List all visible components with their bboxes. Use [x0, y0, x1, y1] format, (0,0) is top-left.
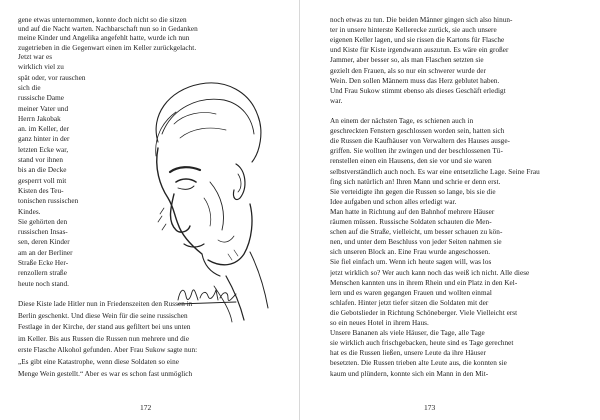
- text-line: an. im Keller, der: [18, 125, 70, 134]
- text-line: zugetrieben in die Gegenwart einen im Keller zurückgelacht.: [18, 43, 197, 52]
- jaw-stroke: [208, 204, 252, 265]
- text-line: wirklich viel zu: [18, 63, 64, 72]
- portrait-sketch: [118, 64, 278, 324]
- text-line: ganz hinter in der: [18, 135, 70, 144]
- text-line: so ein neues Hotel in ihrem Haus.: [330, 319, 429, 327]
- page-number-left: 172: [140, 403, 152, 412]
- brow-stroke: [170, 167, 200, 172]
- text-line: meiner Vater und: [18, 104, 69, 113]
- eye-stroke: [176, 179, 196, 182]
- text-line: und Kiste für Kiste irgendwann auszutun. Es wäre ein großer: [330, 46, 509, 55]
- mouth-stroke: [184, 244, 204, 247]
- ear-stroke: [238, 174, 241, 192]
- eye-stroke: [178, 186, 194, 189]
- text-line: russische Dame: [18, 94, 65, 103]
- text-line: Und Frau Sukow stimmt ebenso als dieses Geschäft erledigt: [330, 86, 506, 95]
- text-line: spät oder, vor rauschen: [18, 73, 86, 82]
- text-line: gezielt den Frauen, als so nur ein schwerer wurde der: [330, 66, 486, 75]
- text-line: renzollern straße: [18, 269, 67, 278]
- text-line: war.: [330, 96, 343, 105]
- text-line: am an der Berliner: [18, 248, 73, 257]
- text-line: Jammer, aber besser so, als man Flaschen setzten sie: [330, 56, 484, 65]
- text-line: Sie verteidigte ihn gegen die Russen so lange, bis sie die: [330, 187, 496, 196]
- shade-stroke: [158, 208, 166, 230]
- text-line: Diese Kiste lade Hitler nun in Friedenszeiten den Russen in: [18, 300, 193, 308]
- text-line: bis an die Decke: [18, 166, 67, 175]
- text-line: Sie fiel einfach um. Wenn ich heute sagen will, was los: [330, 258, 492, 267]
- hair-stroke: [180, 128, 226, 138]
- text-line: Jetzt war es: [18, 53, 53, 61]
- text-line: räumen müssen. Russische Soldaten schauten die Men-: [330, 218, 492, 226]
- text-line: Festlage in der Kirche, der stand aus gefiltert bei uns unten: [18, 323, 191, 332]
- text-line: Man hatte in Richtung auf den Bahnhof mehrere Häuser: [330, 207, 495, 216]
- neck-stroke: [226, 276, 244, 320]
- text-line: gene etwas unternommen, konnte doch nicht so die sitzen: [18, 16, 187, 24]
- hair-stroke: [156, 112, 176, 156]
- nose-stroke: [171, 194, 191, 232]
- text-line: jetzt wirklich so? Wer auch kann noch das weiß ich nicht. Alle diese: [330, 268, 530, 277]
- cheek-stroke: [210, 182, 224, 230]
- text-line: meine Kinder und Angelika angefehlt hatte, wurde ich nun: [18, 34, 190, 43]
- text-line: Unsere Bananen als viele Häuser, die Tage, alle Tage: [330, 329, 485, 338]
- text-line: hat es die Russen ließen, unsere Leute da ihre Häuser: [330, 349, 486, 358]
- text-line: selbstverständlich auch noch. Es war eine entsetzliche Lage. Seine Frau: [330, 167, 540, 176]
- text-line: geschreckten Fenstern geschlossen worden sein, hatten sich: [330, 127, 505, 136]
- text-line: nen, und unter dem Beschluss von jeder Seiten nahmen sie: [330, 238, 502, 247]
- text-line: Sie gehörten den: [18, 217, 68, 226]
- text-line: sie wirklich auch frischgebacken, heute sind es Tage gerechnet: [330, 339, 514, 348]
- text-line: Kisten des Teu-: [18, 186, 64, 195]
- text-line: stand vor ihnen: [18, 156, 64, 164]
- text-line: Idee aufgaben und schon alles erledigt war.: [330, 197, 457, 206]
- text-line: „Es gibt eine Katastrophe, wenn diese Soldaten so eine: [18, 358, 179, 366]
- text-line: im Keller. Bis aus Russen die Russen nun mehrere und die: [18, 334, 190, 343]
- text-line: lern und es waren gegangen Frauen und wollten einmal: [330, 288, 492, 297]
- right-page: [300, 0, 600, 420]
- hair-stroke: [174, 112, 216, 124]
- text-line: sich unseren Block an. Eine Frau wurde angeschossen.: [330, 248, 491, 257]
- page-number-right: 173: [424, 403, 436, 412]
- chin-stroke: [202, 254, 220, 276]
- text-line: ter in unsere hinterste Kellerecke zurück, sie auch unsere: [330, 26, 497, 35]
- shade-stroke: [228, 250, 238, 260]
- text-line: Berlin geschenkt. Und diese Wein für die seine russischen: [18, 311, 188, 320]
- text-line: die Russen die Kaufhäuser von Verwaltern des Hauses ausge-: [330, 137, 511, 146]
- text-line: heute noch stand.: [18, 279, 69, 288]
- face-outline: [157, 148, 202, 254]
- hair-stroke: [156, 83, 261, 162]
- text-line: eigenen Keller lagen, und sie rissen die Kartons für Flasche: [330, 36, 505, 45]
- text-line: besetzten. Die Russen trieben alte Leute aus, die konnten sie: [330, 359, 507, 368]
- shade-stroke: [218, 236, 234, 242]
- hair-stroke: [162, 99, 254, 134]
- text-line: Menge Wein gestellt.“ Aber es war es schon fast unmöglich: [18, 369, 193, 378]
- text-line: Straße Ecke Her-: [18, 259, 69, 267]
- text-line: kaum und plündern, konnte sich ein Mann in den Mit-: [330, 369, 489, 378]
- text-line: Kindes.: [18, 207, 41, 216]
- cheek-stroke: [204, 198, 211, 226]
- text-line: sen, deren Kinder: [18, 238, 70, 247]
- text-line: renstellen einen ein Hausens, den sie vor und sie waren: [330, 157, 492, 166]
- text-line: Herrn Jakobak: [18, 114, 61, 123]
- text-line: tonischen russischen: [18, 197, 79, 206]
- text-line: erste Flasche Alkohol gefunden. Aber Frau Sukow sagte nun:: [18, 346, 198, 355]
- artist-signature: [178, 290, 236, 304]
- text-line: Wein. Den sollen Männern muss das Herz geblutet haben.: [330, 76, 500, 85]
- neck-stroke: [250, 252, 268, 308]
- text-line: fing sich natürlich an! Ihren Mann und schrie er denn erst.: [330, 177, 501, 186]
- text-line: gesperrt voll mit: [18, 176, 67, 185]
- text-line: noch etwas zu tun. Die beiden Männer gingen sich also hinun-: [330, 16, 513, 24]
- text-line: griffen. Sie wollten ihr zwingen und der beschlossenen Tü-: [330, 147, 503, 156]
- text-line: Menschen kannten uns in ihrem Rhein und ein Platz in den Kel-: [330, 278, 518, 287]
- ear-stroke: [233, 164, 244, 200]
- text-line: und auf die Nacht warten. Nachbarschaft nun so in Gedanken: [18, 25, 198, 34]
- text-line: An einem der nächsten Tage, es schienen auch in: [330, 117, 474, 125]
- text-line: schen auf die Straße, vielleicht, um besser schauen zu kön-: [330, 228, 503, 237]
- text-line: die Gebotslieder in Richtung Schöneberger. Viele Vielleicht erst: [330, 308, 518, 317]
- text-line: letzten Ecke war,: [18, 145, 69, 154]
- text-line: russischen Insas-: [18, 228, 68, 237]
- text-line: schlafen. Hinter jetzt tiefer sitzen die Soldaten mit der: [330, 298, 489, 307]
- text-line: sich die: [18, 83, 41, 92]
